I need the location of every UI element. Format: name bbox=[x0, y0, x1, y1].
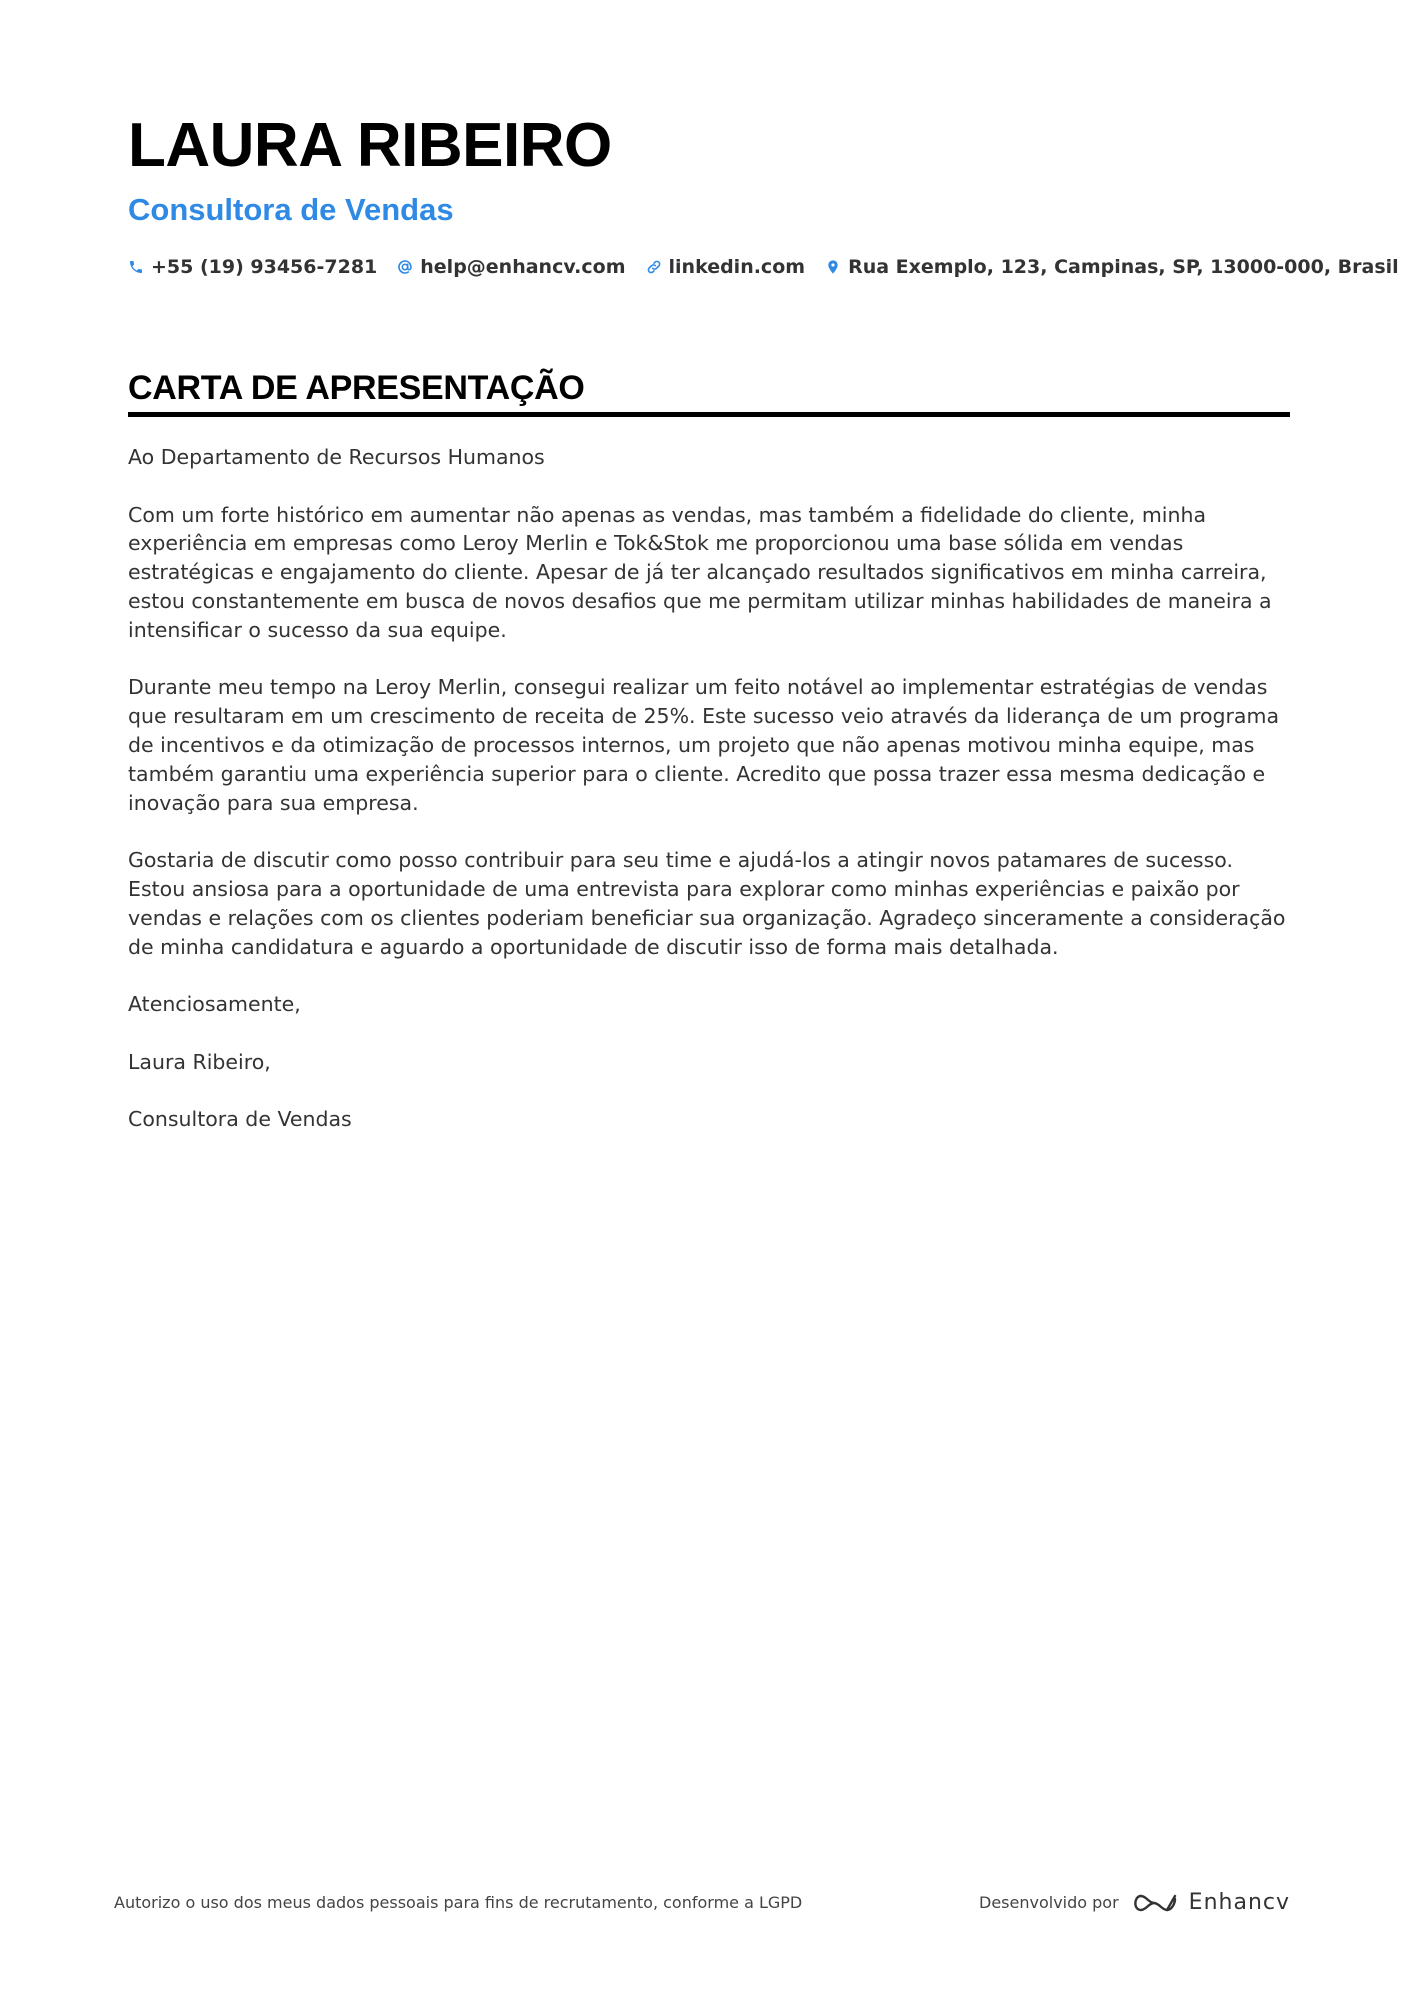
paragraph-3: Gostaria de discutir como posso contribuir para seu time e ajudá-los a atingir novos patamares de sucesso. Estou ansiosa para a oportunidade de uma entrevista para explorar como minhas experiências e paixão por vendas e relações com os clientes poderiam beneficiar sua organização. Agradeço sinceramente a consideração de minha candidatura e aguardo a oportunidade de discutir isso de forma mais detalhada. bbox=[128, 848, 1286, 959]
letter-body bbox=[128, 443, 1290, 1134]
section-title: CARTA DE APRESENTAÇÃO bbox=[128, 369, 585, 407]
brand-name: Enhancv bbox=[1188, 1890, 1290, 1915]
contact-email-text: help@enhancv.com bbox=[420, 256, 626, 278]
powered-by-label: Desenvolvido por bbox=[979, 1893, 1119, 1912]
header bbox=[128, 110, 1399, 278]
enhancv-logo-icon bbox=[1131, 1891, 1177, 1915]
brand-logo bbox=[1131, 1890, 1290, 1915]
candidate-title: Consultora de Vendas bbox=[128, 192, 454, 227]
letter-section bbox=[128, 366, 1290, 1163]
paragraph-2: Durante meu tempo na Leroy Merlin, consegui realizar um feito notável ao implementar estratégias de vendas que resultaram em um crescimento de receita de 25%. Este sucesso veio através da liderança de um programa de incentivos e da otimização de processos internos, um projeto que não apenas motivou minha equipe, mas também garantiu uma experiência superior para o cliente. Acredito que possa trazer essa mesma dedicação e inovação para sua empresa. bbox=[128, 675, 1280, 815]
section-divider bbox=[128, 412, 1290, 417]
contact-address-text: Rua Exemplo, 123, Campinas, SP, 13000-000, Brasil bbox=[848, 256, 1399, 278]
powered-by[interactable] bbox=[979, 1890, 1290, 1915]
link-icon bbox=[646, 259, 662, 275]
contact-phone-text: +55 (19) 93456-7281 bbox=[151, 256, 378, 278]
contact-bar bbox=[128, 256, 1399, 278]
contact-address bbox=[825, 256, 1399, 278]
signature-name: Laura Ribeiro, bbox=[128, 1049, 271, 1074]
contact-linkedin[interactable] bbox=[646, 256, 806, 278]
contact-phone bbox=[128, 256, 377, 278]
consent-text: Autorizo o uso dos meus dados pessoais para fins de recrutamento, conforme a LGPD bbox=[114, 1893, 803, 1912]
footer bbox=[114, 1890, 1290, 1915]
paragraph-1: Com um forte histórico em aumentar não apenas as vendas, mas também a fidelidade do cliente, minha experiência em empresas como Leroy Merlin e Tok&Stok me proporcionou uma base sólida em vendas estratégicas e engajamento do cliente. Apesar de já ter alcançado resultados significativos em minha carreira, estou constantemente em busca de novos desafios que me permitam utilizar minhas habilidades de maneira a intensificar o sucesso da sua equipe. bbox=[128, 502, 1272, 642]
candidate-name: LAURA RIBEIRO bbox=[128, 111, 612, 180]
location-icon bbox=[825, 259, 841, 275]
phone-icon bbox=[128, 259, 144, 275]
closing: Atenciosamente, bbox=[128, 992, 301, 1017]
contact-email[interactable] bbox=[397, 256, 625, 278]
signature-title: Consultora de Vendas bbox=[128, 1107, 352, 1132]
at-icon bbox=[397, 259, 413, 275]
salutation: Ao Departamento de Recursos Humanos bbox=[128, 445, 545, 469]
contact-linkedin-text: linkedin.com bbox=[668, 256, 806, 278]
